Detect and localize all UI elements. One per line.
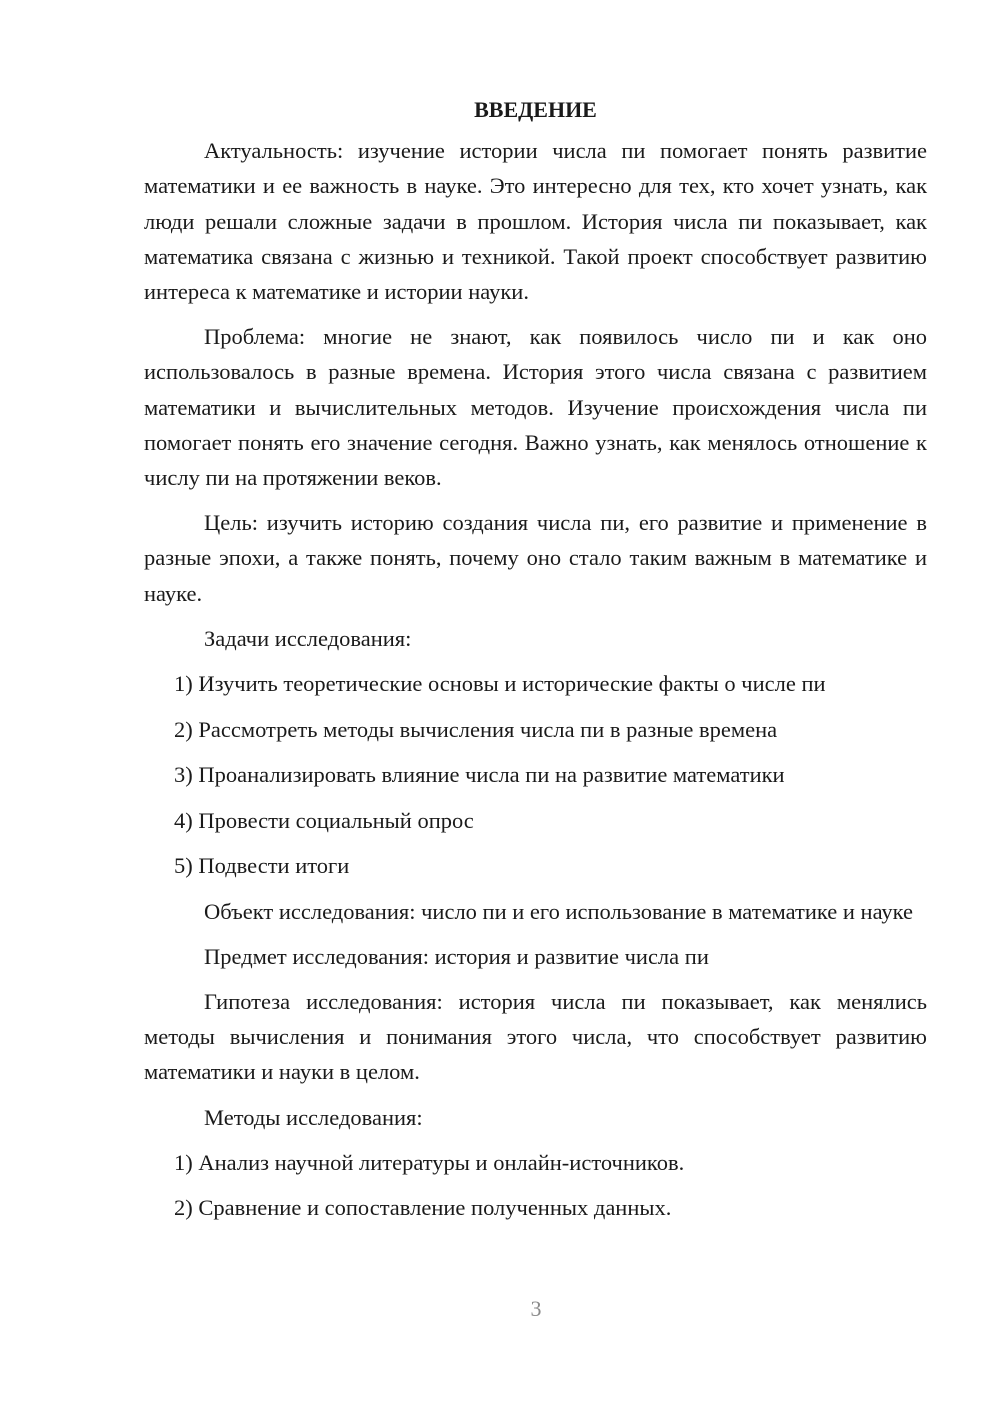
- methods-label: Методы исследования:: [204, 1104, 423, 1130]
- object-paragraph: Объект исследования: число пи и его использование в математике и науке: [204, 898, 914, 924]
- task-item: 1) Изучить теоретические основы и исторические факты о числе пи: [174, 671, 826, 697]
- tasks-label: Задачи исследования:: [204, 625, 412, 651]
- goal-paragraph: Цель: изучить историю создания числа пи, его развитие и применение в разные эпохи, а также понять, почему оно стало таким важным в математике и науке.: [144, 510, 927, 606]
- hypothesis-paragraph: Гипотеза исследования: история числа пи показывает, как менялись методы вычисления и понимания этого числа, что способствует развитию математики и науки в целом.: [144, 988, 927, 1085]
- document-page: [144, 92, 927, 1236]
- method-item: 1) Анализ научной литературы и онлайн-источников.: [174, 1149, 685, 1175]
- task-item: 4) Провести социальный опрос: [174, 807, 474, 833]
- section-title: ВВЕДЕНИЕ: [474, 97, 597, 122]
- task-item: 2) Рассмотреть методы вычисления числа пи в разные времена: [174, 716, 778, 742]
- subject-paragraph: Предмет исследования: история и развитие числа пи: [204, 943, 709, 969]
- problem-paragraph: Проблема: многие не знают, как появилось число пи и как оно использовалось в разные времена. История этого числа связана с развитием математики и вычислительных методов. Изучение происхождения числа пи помогает понять его значение сегодня. Важно узнать, как менялось отношение к числу пи на протяжении веков.: [144, 324, 927, 491]
- task-item: 3) Проанализировать влияние числа пи на развитие математики: [174, 762, 785, 788]
- relevance-paragraph: Актуальность: изучение истории числа пи помогает понять развитие математики и ее важность в науке. Это интересно для тех, кто хочет узнать, как люди решали сложные задачи в прошлом. История числа пи показывает, как математика связана с жизнью и техникой. Такой проект способствует развитию интереса к математике и истории науки.: [144, 138, 927, 305]
- task-item: 5) Подвести итоги: [174, 853, 350, 879]
- methods-list: [144, 1145, 927, 1226]
- tasks-list: [144, 666, 927, 883]
- page-number: 3: [530, 1296, 542, 1321]
- method-item: 2) Сравнение и сопоставление полученных данных.: [174, 1195, 672, 1221]
